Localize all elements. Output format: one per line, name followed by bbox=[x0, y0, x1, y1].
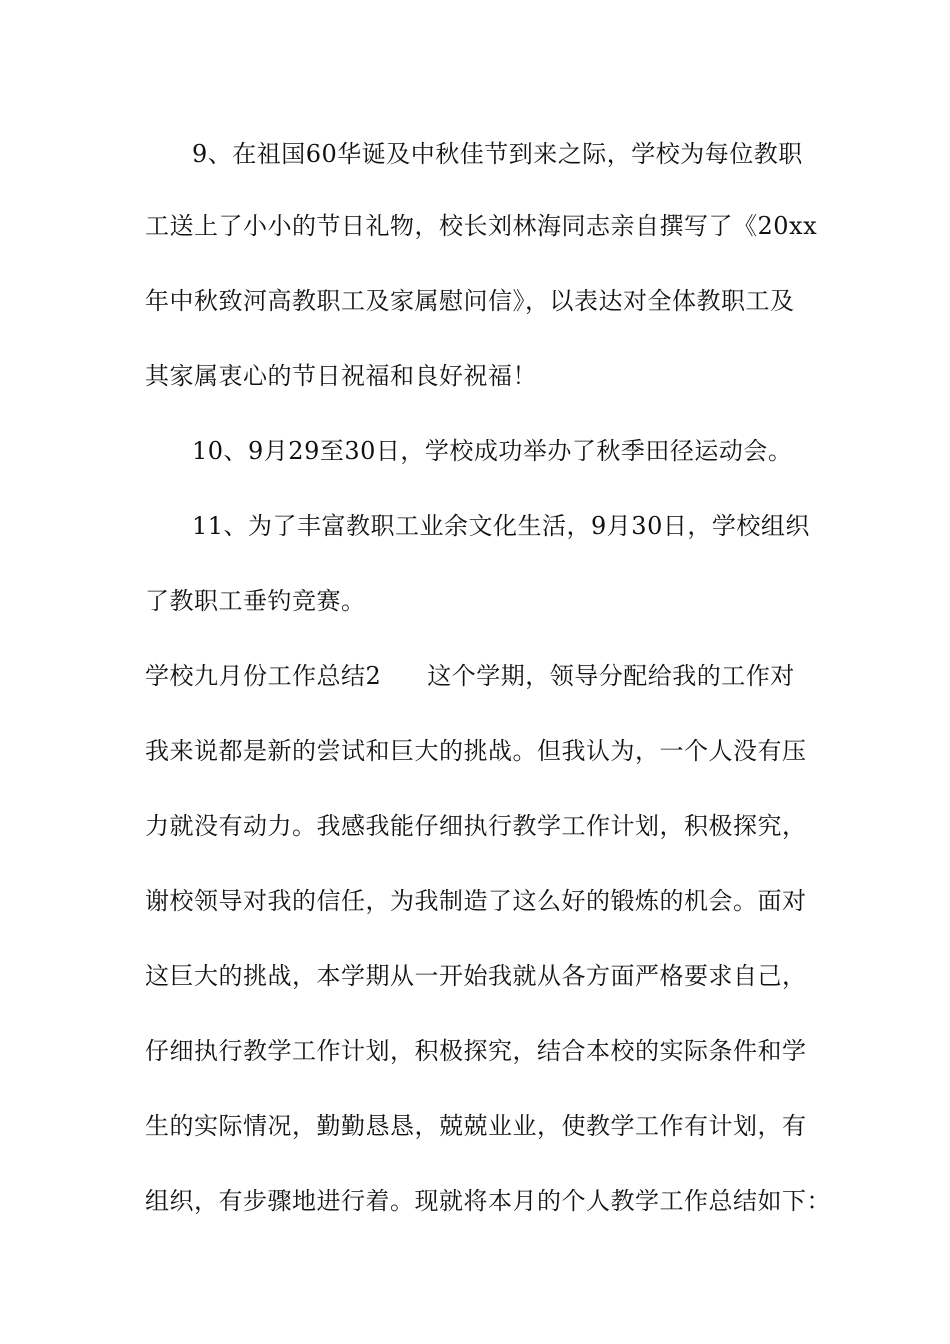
paragraph-9-line-1: 9、在祖国60华诞及中秋佳节到来之际，学校为每位教职 bbox=[192, 140, 803, 168]
paragraph-10-line-1: 10、9月29至30日，学校成功举办了秋季田径运动会。 bbox=[192, 437, 793, 465]
paragraph-9-line-4: 其家属衷心的节日祝福和良好祝福！ bbox=[145, 362, 537, 390]
summary-line-8: 组织，有步骤地进行着。现就将本月的个人教学工作总结如下： bbox=[145, 1187, 831, 1215]
summary-line-7: 生的实际情况，勤勤恳恳，兢兢业业，使教学工作有计划，有 bbox=[145, 1112, 807, 1140]
summary-line-5: 这巨大的挑战，本学期从一开始我就从各方面严格要求自己， bbox=[145, 962, 807, 990]
paragraph-11-line-2: 了教职工垂钓竞赛。 bbox=[145, 587, 366, 615]
summary-line-6: 仔细执行教学工作计划，积极探究，结合本校的实际条件和学 bbox=[145, 1037, 807, 1065]
summary-line-1: 这个学期，领导分配给我的工作对 bbox=[427, 662, 795, 690]
paragraph-9-line-3: 年中秋致河高教职工及家属慰问信》，以表达对全体教职工及 bbox=[145, 287, 795, 315]
paragraph-9-line-2: 工送上了小小的节日礼物，校长刘林海同志亲自撰写了《20xx bbox=[145, 212, 818, 240]
section-heading: 学校九月份工作总结2 bbox=[145, 662, 382, 690]
summary-line-3: 力就没有动力。我感我能仔细执行教学工作计划，积极探究， bbox=[145, 812, 807, 840]
summary-line-2: 我来说都是新的尝试和巨大的挑战。但我认为，一个人没有压 bbox=[145, 737, 807, 765]
summary-line-4: 谢校领导对我的信任，为我制造了这么好的锻炼的机会。面对 bbox=[145, 887, 807, 915]
section-heading-line bbox=[145, 660, 810, 692]
paragraph-11-line-1: 11、为了丰富教职工业余文化生活，9月30日，学校组织 bbox=[192, 512, 810, 540]
